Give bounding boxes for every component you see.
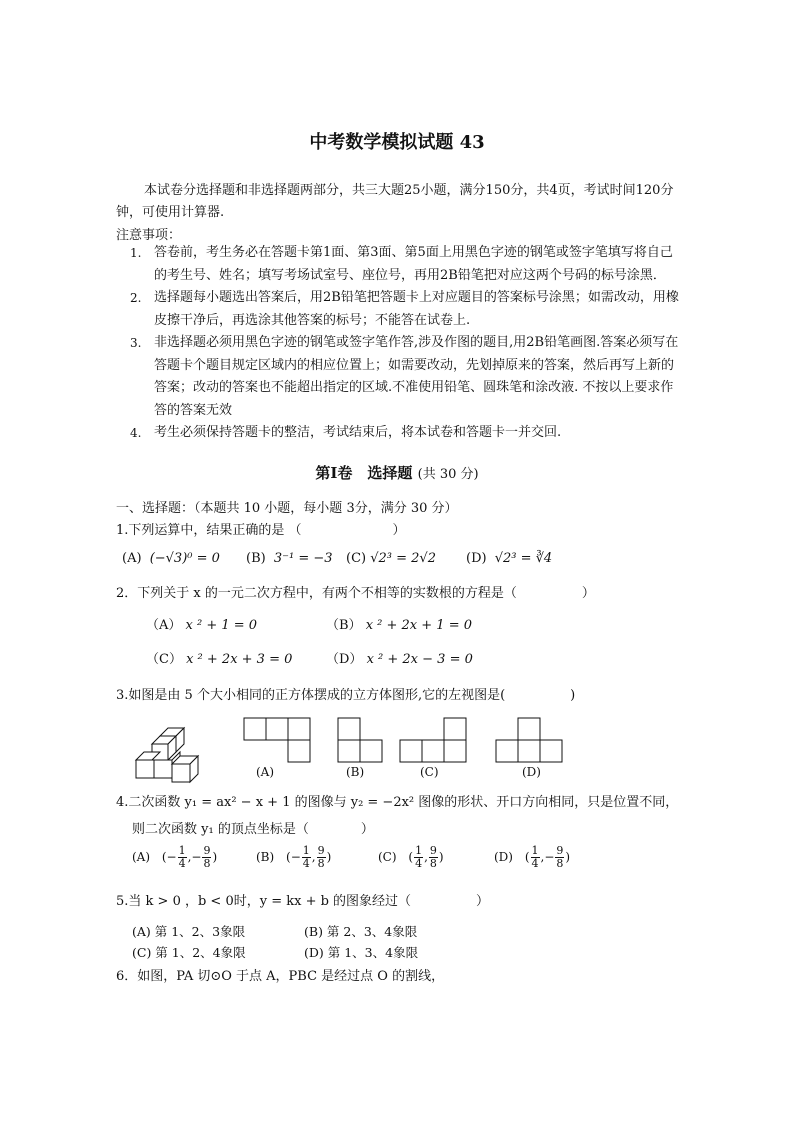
fraction [555,845,564,870]
q1-option-b [246,551,333,566]
q1-option-c [346,551,436,566]
paren-close: ) [212,850,218,864]
option-letter: (C) [346,551,367,566]
fraction [414,845,423,870]
q2-option-b [326,614,472,633]
option-c-figure [398,716,468,764]
paren-close: ) [326,850,332,864]
paren-open: ( [408,850,414,864]
q5-option-b: (B) 第 2、3、4象限 [304,924,418,939]
numerator: 1 [415,844,423,857]
option-letter: （A） [146,618,182,633]
fraction [531,845,540,870]
fraction [302,845,311,870]
option-expression: x ² + 2x − 3 = 0 [366,652,473,667]
notes-label: 注意事项： [116,228,182,243]
section-title-sub: (共 30 分) [417,467,479,482]
q5-stem: 5.当 k > 0 ，b < 0时，y = kx + b 的图象经过（ ） [116,894,490,909]
note-number: 3. [130,336,142,350]
option-expression: x ² + 2x + 1 = 0 [365,618,472,633]
q3-stem: 3.如图是由 5 个大小相同的正方体摆成的立方体图形,它的左视图是( ) [116,688,576,703]
denominator: 8 [556,857,564,870]
paren-close: ) [565,850,571,864]
q4-option-a [132,845,217,870]
denominator: 8 [429,857,437,870]
option-a-figure [242,716,312,764]
numerator: 9 [317,844,325,857]
q5-option-d: (D) 第 1、3、4象限 [304,945,419,960]
option-letter: (C) [378,850,397,864]
cube-stack-figure [130,720,214,786]
fraction [178,845,187,870]
note-number: 4. [130,426,142,440]
note-text: 非选择题必须用黑色字迹的钢笔或签字笔作答,涉及作图的题目,用2B铅笔画图.答案必须写在答题卡个题目规定区域内的相应位置上；如需要改动，先划掉原来的答案，然后再写上新的答案；改动的答案也不能超出指定的区域.不准使用铅笔、圆珠笔和涂改液. 不按以上要求作答的答案无效 [154,335,679,418]
note-text: 答卷前，考生务必在答题卡第1面、第3面、第5面上用黑色字迹的钢笔或签字笔填写将自己的考生号、姓名；填写考场试室号、座位号，再用2B铅笔把对应这两个号码的标号涂黑． [154,245,673,283]
denominator: 8 [317,857,325,870]
option-letter: (D) [466,551,487,566]
numerator: 1 [531,844,539,857]
note-item [124,287,680,332]
fraction [429,845,438,870]
numerator: 9 [429,844,437,857]
numerator: 9 [203,844,211,857]
option-letter: （C） [146,652,182,667]
intro-paragraph: 本试卷分选择题和非选择题两部分，共三大题25小题，满分150分，共4页，考试时间120分钟，可使用计算器. [116,183,674,220]
q1-option-a [122,551,220,566]
separator: , [311,850,316,864]
numerator: 9 [556,844,564,857]
option-letter: (A) [132,850,151,864]
figure-label-d: (D) [522,765,541,779]
paren-open: (− [161,850,177,864]
numerator: 1 [302,844,310,857]
option-expression: √2³ = 2√2 [370,551,436,566]
note-number: 2. [130,291,142,305]
note-item [124,332,680,422]
paren-open: (− [286,850,301,864]
option-b-figure [336,716,384,764]
figure-label-b: (B) [346,765,365,779]
option-letter: (B) [256,850,275,864]
denominator: 4 [302,857,310,870]
denominator: 4 [178,857,186,870]
paren-open: ( [524,850,530,864]
part-heading: 一、选择题：（本题共 10 小题，每小题 3分，满分 30 分） [116,501,458,516]
section-title [0,462,794,483]
note-text: 选择题每小题选出答案后，用2B铅笔把答题卡上对应题目的答案标号涂黑；如需改动，用橡皮擦干净后，再选涂其他答案的标号；不能答在试卷上. [154,290,679,328]
q6-stem: 6．如图，PA 切⊙O 于点 A，PBC 是经过点 O 的割线， [116,969,445,984]
page-title: 中考数学模拟试题 43 [309,132,485,153]
note-number: 1. [130,246,142,260]
option-letter: (B) [246,551,266,566]
option-letter: （B） [326,618,362,633]
q1-option-d [466,551,552,566]
paren-close: ) [438,850,444,864]
q2-option-d [326,648,473,667]
q2-stem: 2．下列关于 x 的一元二次方程中，有两个不相等的实数根的方程是（ ） [116,586,595,601]
q2-option-a [146,614,257,633]
option-expression: (−√3)⁰ = 0 [149,551,220,566]
option-expression: √2³ = ∛4 [494,551,553,566]
q2-option-c [146,648,292,667]
fraction [317,845,326,870]
separator: , [424,850,428,864]
figure-label-a: (A) [256,765,275,779]
option-letter: (D) [494,850,513,864]
q1-stem: 1.下列运算中，结果正确的是 （ ） [116,523,406,538]
note-item [124,422,680,445]
numerator: 1 [178,844,186,857]
figure-label-c: (C) [420,765,439,779]
option-d-figure [494,716,564,764]
option-expression: x ² + 1 = 0 [185,618,258,633]
q4-option-d [494,845,570,870]
denominator: 4 [531,857,539,870]
option-expression: 3⁻¹ = −3 [273,551,333,566]
note-item [124,242,680,287]
option-letter: （D） [326,652,363,667]
separator: ,− [540,850,555,864]
q4-stem-line1: 4.二次函数 y₁ = ax² − x + 1 的图像与 y₂ = −2x² 图像的形状、开口方向相同，只是位置不同， [116,795,679,810]
option-expression: x ² + 2x + 3 = 0 [186,652,293,667]
denominator: 4 [415,857,423,870]
option-letter: (A) [122,551,142,566]
fraction [202,845,211,870]
notes-list [124,242,680,445]
q5-option-a: (A) 第 1、2、3象限 [132,924,246,939]
section-title-main: 第Ⅰ卷 选择题 [315,464,413,482]
q4-stem-line2: 则二次函数 y₁ 的顶点坐标是（ ） [132,822,374,837]
separator: ,− [187,850,202,864]
denominator: 8 [203,857,211,870]
q4-option-b [256,845,331,870]
q5-option-c: (C) 第 1、2、4象限 [132,945,246,960]
q4-option-c [378,845,444,870]
note-text: 考生必须保持答题卡的整洁，考试结束后，将本试卷和答题卡一并交回. [154,425,562,440]
